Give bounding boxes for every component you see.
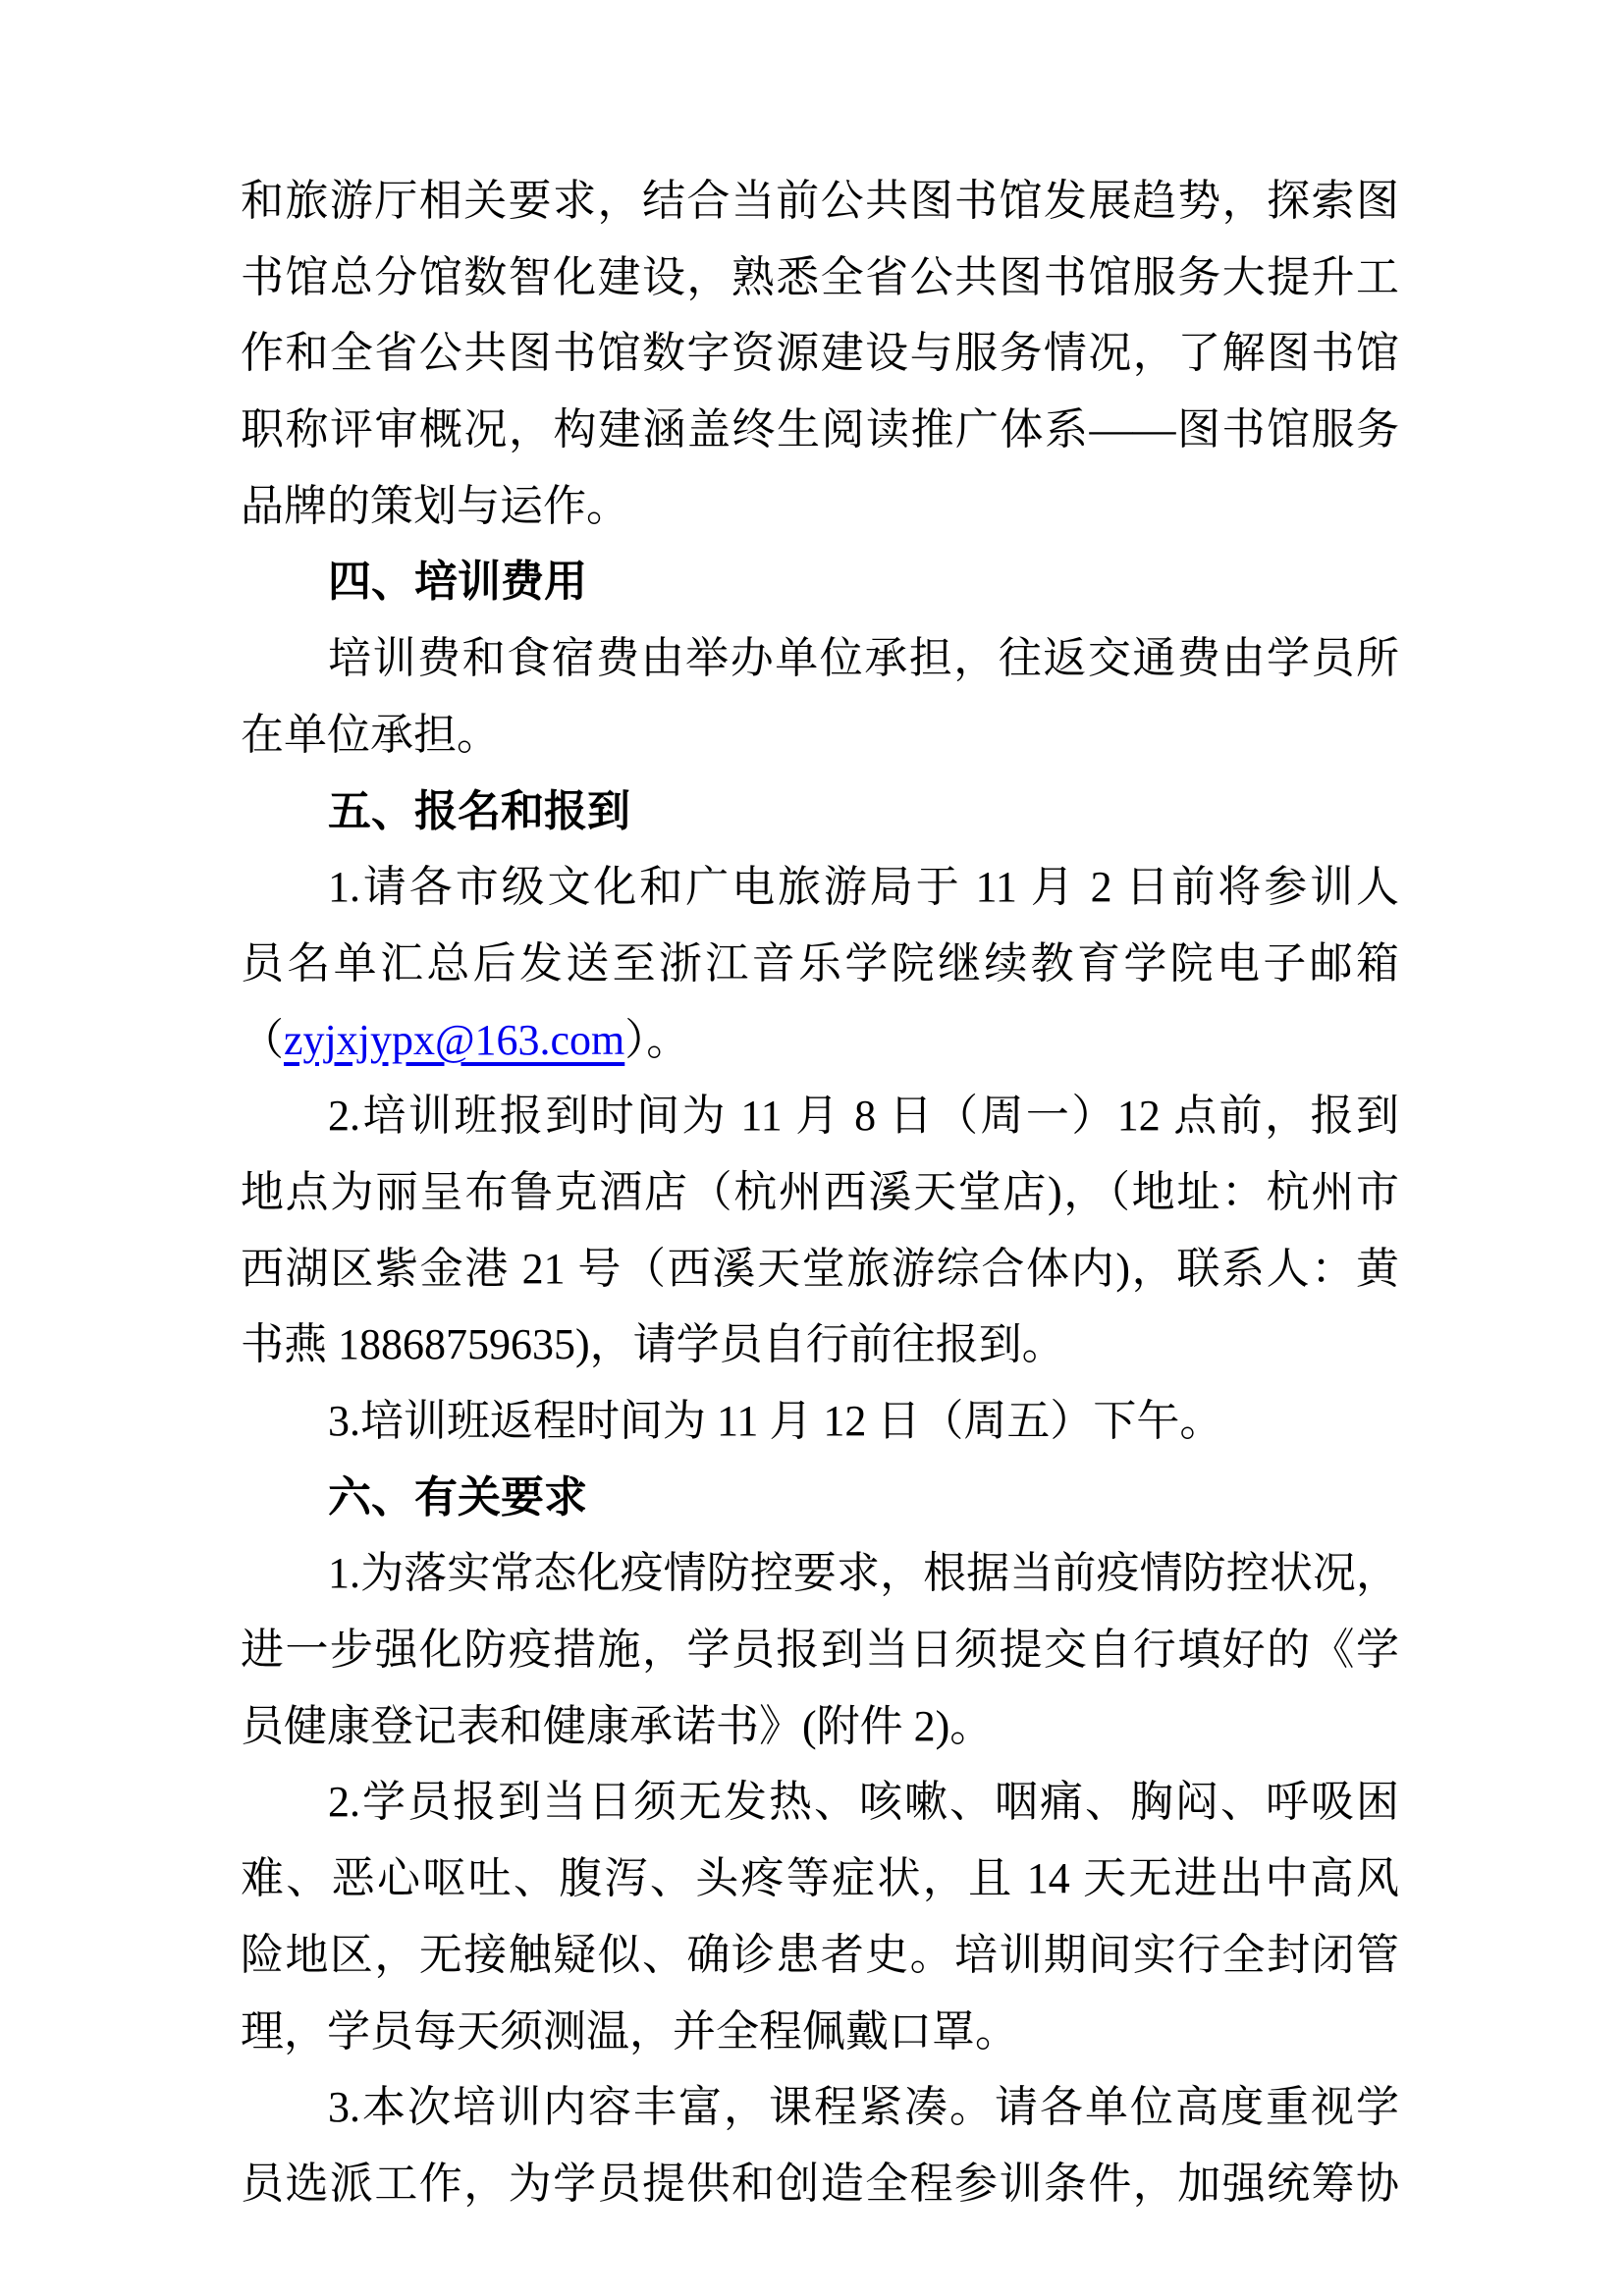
text-line: 在单位承担。	[241, 710, 500, 759]
text-line: 进一步强化防疫措施，学员报到当日须提交自行填好的《学	[241, 1626, 1399, 1675]
text-segment: ）。	[624, 1015, 690, 1064]
text-line: 作和全省公共图书馆数字资源建设与服务情况，了解图书馆	[241, 329, 1399, 378]
section-heading: 六、有关要求	[328, 1472, 587, 1522]
text-line: 难、恶心呕吐、腹泻、头疼等症状，且 14 天无进出中高风	[241, 1854, 1399, 1903]
text-line: 西湖区紫金港 21 号（西溪天堂旅游综合体内)，联系人：黄	[241, 1244, 1399, 1293]
text-line: 书燕 18868759635)，请学员自行前往报到。	[241, 1320, 1065, 1369]
text-line: 员健康登记表和健康承诺书》(附件 2)。	[241, 1701, 994, 1750]
text-line	[241, 1002, 1399, 1079]
document-body	[241, 163, 1399, 2222]
text-line: 培训费和食宿费由举办单位承担，往返交通费由学员所	[328, 634, 1399, 683]
text-line: 理，学员每天须测温，并全程佩戴口罩。	[241, 2006, 1018, 2056]
text-line: 1.请各市级文化和广电旅游局于 11 月 2 日前将参训人	[328, 863, 1399, 912]
text-line: 书馆总分馆数智化建设，熟悉全省公共图书馆服务大提升工	[241, 252, 1399, 301]
text-line: 地点为丽呈布鲁克酒店（杭州西溪天堂店)，（地址：杭州市	[241, 1167, 1399, 1216]
text-line: 险地区，无接触疑似、确诊患者史。培训期间实行全封闭管	[241, 1930, 1399, 1979]
text-line: 2.学员报到当日须无发热、咳嗽、咽痛、胸闷、呼吸困	[328, 1778, 1399, 1827]
email-link[interactable]: zyjxjypx@163.com	[284, 1015, 625, 1064]
text-line: 3.本次培训内容丰富，课程紧凑。请各单位高度重视学	[328, 2083, 1399, 2132]
text-line: 员名单汇总后发送至浙江音乐学院继续教育学院电子邮箱	[241, 938, 1399, 988]
text-line: 2.培训班报到时间为 11 月 8 日（周一）12 点前，报到	[328, 1092, 1399, 1141]
text-line: 职称评审概况，构建涵盖终生阅读推广体系——图书馆服务	[241, 405, 1399, 454]
text-line: 员选派工作，为学员提供和创造全程参训条件，加强统筹协	[241, 2159, 1399, 2208]
section-heading: 五、报名和报到	[328, 786, 630, 835]
text-line: 1.为落实常态化疫情防控要求，根据当前疫情防控状况，	[328, 1549, 1399, 1598]
text-segment: （	[241, 1015, 284, 1064]
text-line: 3.培训班返程时间为 11 月 12 日（周五）下午。	[328, 1397, 1223, 1445]
text-line: 品牌的策划与运作。	[241, 481, 629, 530]
section-heading: 四、培训费用	[328, 558, 587, 607]
text-line: 和旅游厅相关要求，结合当前公共图书馆发展趋势，探索图	[241, 177, 1399, 225]
